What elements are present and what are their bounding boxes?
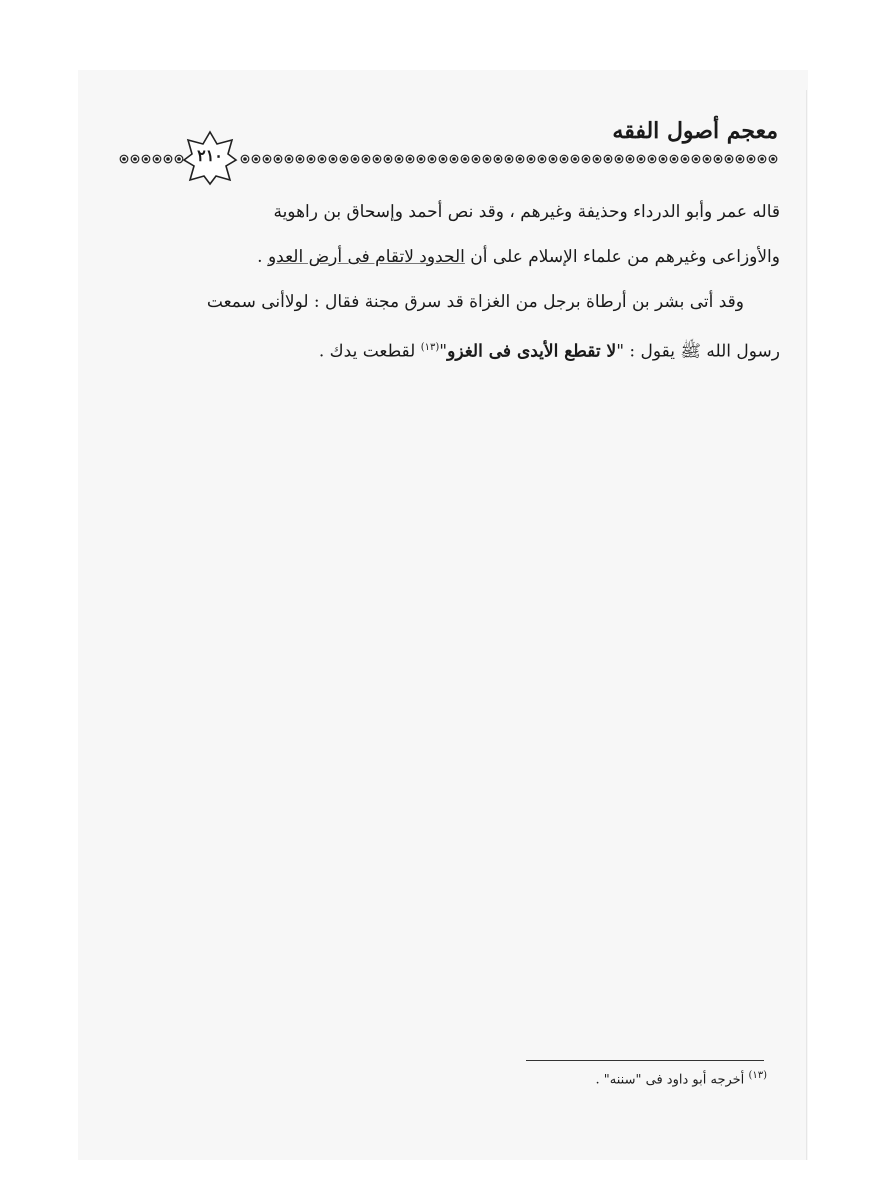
main-text [112, 190, 780, 375]
page-number: ٢١٠ [197, 146, 223, 165]
text-line: قاله عمر وأبو الدرداء وحذيفة وغيرهم ، وقد نص أحمد وإسحاق بن راهوية [273, 202, 780, 222]
page-edge [806, 90, 807, 1160]
text-line: " [439, 341, 448, 362]
text-line: . [257, 247, 268, 267]
footnote [596, 1070, 767, 1087]
book-title: معجم أصول الفقه [612, 118, 778, 144]
hadith-quote: لا تقطع الأيدى فى الغزو [447, 341, 617, 362]
text-line: لقطعت يدك . [318, 341, 421, 362]
paragraph-1 [112, 190, 780, 280]
text-line: رسول الله ﷺ يقول : " [616, 341, 780, 362]
footnote-divider [526, 1060, 764, 1061]
underlined-phrase: الحدود لاتقام فى أرض العدو [267, 247, 465, 267]
footnote-ref: (١٣) [420, 342, 440, 353]
paragraph-2 [112, 280, 780, 375]
text-line: والأوزاعى وغيرهم من علماء الإسلام على أن [470, 247, 780, 267]
footnote-marker: (١٣) [748, 1070, 767, 1081]
footnote-text: أخرجه أبو داود فى "سننه" . [595, 1072, 749, 1088]
text-line: وقد أتى بشر بن أرطاة برجل من الغزاة قد سرق مجنة فقال : لولاأنى سمعت [206, 292, 744, 312]
